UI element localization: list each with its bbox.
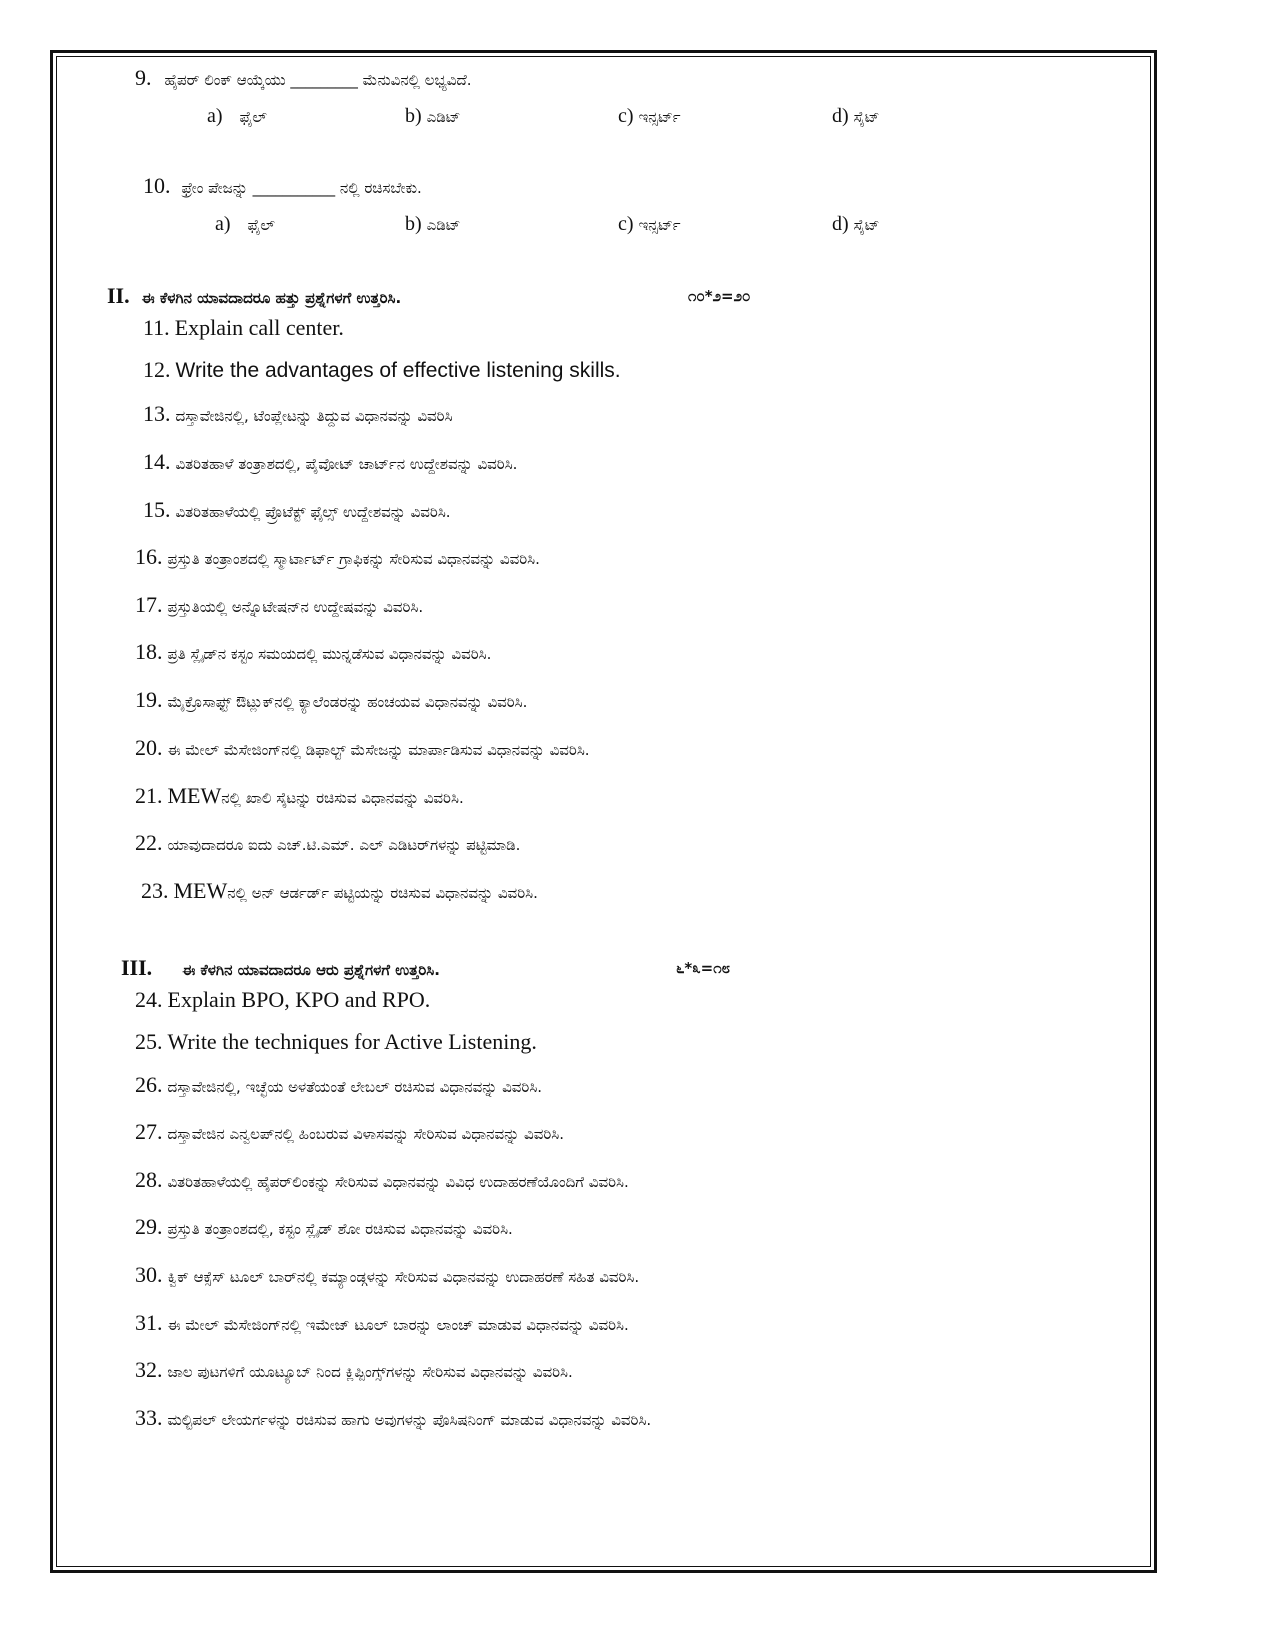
question-number: 9. xyxy=(135,65,152,90)
question-number: 14. xyxy=(143,449,171,474)
q9-option-d xyxy=(832,104,879,129)
question-text: ಜಾಲ ಪುಟಗಳಿಗೆ ಯೂಟ್ಯೂಬ್ ನಿಂದ ಕ್ಲಿಪ್ಪಿಂಗ್ಸ್‌ಗಳನ್ನು ಸೇರಿಸುವ ವಿಧಾನವನ್ನು ವಿವರಿಸಿ. xyxy=(167,1363,573,1381)
question-number: 25. xyxy=(135,1029,163,1054)
question-number: 11. xyxy=(143,315,170,340)
question-text: ದಸ್ತಾವೇಜಿನಲ್ಲಿ, ಇಚ್ಛೆಯ ಅಳತೆಯಂತೆ ಲೇಬಲ್ ರಚಿಸುವ ವಿಧಾನವನ್ನು ವಿವರಿಸಿ. xyxy=(167,1078,543,1096)
question-12 xyxy=(143,358,621,383)
question-text: ಪ್ರತಿ ಸ್ಲೈಡ್‌ನ ಕಸ್ಟಂ ಸಮಯದಲ್ಲಿ ಮುನ್ನಡೆಸುವ ವಿಧಾನವನ್ನು ವಿವರಿಸಿ. xyxy=(167,645,492,663)
question-text: ನಲ್ಲಿ ಅನ್ ಆರ್ಡರ್ಡ್ ಪಟ್ಟಿಯನ್ನು ರಚಿಸುವ ವಿಧಾನವನ್ನು ವಿವರಿಸಿ. xyxy=(227,884,538,902)
question-text: ಈ ಕೆಳಗಿನ ಯಾವದಾದರೂ ಹತ್ತು ಪ್ರಶ್ನೆಗಳಗೆ ಉತ್ತರಿಸಿ. xyxy=(141,289,402,307)
question-13 xyxy=(143,402,453,428)
question-text: Write the techniques for Active Listening. xyxy=(167,1029,537,1054)
question-number: 17. xyxy=(135,592,163,617)
question-text: Explain BPO, KPO and RPO. xyxy=(167,987,431,1012)
question-number: 10. xyxy=(143,173,171,198)
question-number: 19. xyxy=(135,687,163,712)
question-number: 27. xyxy=(135,1119,163,1144)
question-text: ದಸ್ತಾವೇಜಿನ ಎನ್ವಲಪ್‌ನಲ್ಲಿ ಹಿಂಬರುವ ವಿಳಾಸವನ್ನು ಸೇರಿಸುವ ವಿಧಾನವನ್ನು ವಿವರಿಸಿ. xyxy=(167,1125,565,1143)
question-text: ಪ್ರಸ್ತುತಿಯಲ್ಲಿ ಅನ್ನೊಟೇಷನ್‌ನ ಉದ್ದೇಷವನ್ನು ವಿವರಿಸಿ. xyxy=(167,598,424,616)
question-text: ನಲ್ಲಿ ಖಾಲಿ ಸೈಟನ್ನು ರಚಿಸುವ ವಿಧಾನವನ್ನು ವಿವರಿಸಿ. xyxy=(221,789,464,807)
question-text: ಯಾವುದಾದರೂ ಐದು ಎಚ್.ಟಿ.ಎಮ್. ಎಲ್ ಎಡಿಟರ್‌ಗಳನ್ನು ಪಟ್ಟಿಮಾಡಿ. xyxy=(167,836,521,854)
q9-option-a xyxy=(207,104,267,129)
question-number: 24. xyxy=(135,987,163,1012)
question-24 xyxy=(135,988,430,1013)
question-text: ವಿತರಿತಹಾಳೆಯಲ್ಲಿ ಹೈಪರ್‌ಲಿಂಕನ್ನು ಸೇರಿಸುವ ವಿಧಾನವನ್ನು ವಿವಿಧ ಉದಾಹರಣೆಯೊಂದಿಗೆ ವಿವರಿಸಿ. xyxy=(167,1173,629,1191)
question-text: ದಸ್ತಾವೇಜಿನಲ್ಲಿ, ಟೆಂಪ್ಲೇಟನ್ನು ತಿದ್ದುವ ವಿಧಾನವನ್ನು ವಿವರಿಸಿ xyxy=(175,407,453,425)
question-28 xyxy=(135,1168,629,1194)
question-text: Write the advantages of effective listening skills. xyxy=(175,359,621,382)
section-3-heading xyxy=(121,955,440,984)
question-text: b) xyxy=(405,213,422,235)
question-number: 15. xyxy=(143,497,171,522)
question-26 xyxy=(135,1073,542,1099)
question-text: ಕ್ವಿಕ್ ಆಕ್ಸೆಸ್ ಟೂಲ್ ಬಾರ್‌ನಲ್ಲಿ ಕಮ್ಯಾಂಡ್ಗಳನ್ನು ಸೇರಿಸುವ ವಿಧಾನವನ್ನು ಉದಾಹರಣೆ ಸಹಿತ ವಿವರಿಸಿ. xyxy=(167,1268,640,1286)
question-text: c) xyxy=(618,105,634,127)
question-text: d) xyxy=(832,105,849,127)
question-number: 30. xyxy=(135,1262,163,1287)
question-text: ಪ್ರಸ್ತುತಿ ತಂತ್ರಾಂಶದಲ್ಲಿ ಸ್ಮಾರ್ಟಾರ್ಟ್ ಗ್ರಾಫಿಕನ್ನು ಸೇರಿಸುವ ವಿಧಾನವನ್ನು ವಿವರಿಸಿ. xyxy=(167,550,540,568)
question-text: ವಿತರಿತಹಾಳೆಯಲ್ಲಿ ಪ್ರೊಟೆಕ್ಟ್ ಫೈಲ್ಸ್‌ ಉದ್ದೇಶವನ್ನು ವಿವರಿಸಿ. xyxy=(175,503,451,521)
question-text: ಇನ್ಸರ್ಟ್ xyxy=(638,108,681,126)
question-14 xyxy=(143,450,517,476)
question-text: ಸೈಟ್ xyxy=(853,108,880,126)
question-number: 23. xyxy=(141,878,169,903)
question-10 xyxy=(143,174,422,200)
question-15 xyxy=(143,498,451,524)
question-27 xyxy=(135,1120,564,1146)
question-text: ಫ್ರೇಂ ಪೇಜನ್ನು ___________ ನಲ್ಲಿ ರಚಿಸಬೇಕು. xyxy=(181,179,422,197)
question-text-en: MEW xyxy=(167,783,222,808)
question-31 xyxy=(135,1311,629,1337)
question-text: a) xyxy=(215,213,231,235)
question-number: 28. xyxy=(135,1167,163,1192)
question-number: 29. xyxy=(135,1214,163,1239)
question-text: ಪ್ರಸ್ತುತಿ ತಂತ್ರಾಂಶದಲ್ಲಿ, ಕಸ್ಟಂ ಸ್ಲೈಡ್ ಶೋ ರಚಿಸುವ ವಿಧಾನವನ್ನು ವಿವರಿಸಿ. xyxy=(167,1220,513,1238)
question-text: ಎಡಿಟ್ xyxy=(426,108,461,126)
question-text: Explain call center. xyxy=(174,315,344,340)
q10-option-a xyxy=(215,212,275,237)
question-number: 26. xyxy=(135,1072,163,1097)
question-20 xyxy=(135,736,590,762)
question-text-en: MEW xyxy=(173,878,228,903)
question-text: ಎಡಿಟ್ xyxy=(426,216,461,234)
question-number: 16. xyxy=(135,544,163,569)
question-text: ಈ ಮೇಲ್ ಮೆಸೇಜಿಂಗ್‌ನಲ್ಲಿ ಇಮೇಜ್ ಟೂಲ್ ಬಾರನ್ನು ಲಾಂಚ್ ಮಾಡುವ ವಿಧಾನವನ್ನು ವಿವರಿಸಿ. xyxy=(167,1316,629,1334)
section-2-heading xyxy=(107,283,401,312)
q10-option-d xyxy=(832,212,879,237)
question-number: 18. xyxy=(135,639,163,664)
question-22 xyxy=(135,831,520,857)
question-text: ಮಲ್ಟಿಪಲ್ ಲೇಯರ್ಗಳನ್ನು ರಚಿಸುವ ಹಾಗು ಅವುಗಳನ್ನು ಪೊಸಿಷನಿಂಗ್ ಮಾಡುವ ವಿಧಾನವನ್ನು ವಿವರಿಸಿ. xyxy=(167,1411,652,1429)
question-30 xyxy=(135,1263,639,1289)
q9-option-c xyxy=(618,104,681,129)
question-text: d) xyxy=(832,213,849,235)
question-text: ಮೈಕ್ರೊಸಾಫ್ಟ್ ಔಟ್ಲುಕ್‌ನಲ್ಲಿ ಕ್ಯಾಲೆಂಡರನ್ನು ಹಂಚಯವ ವಿಧಾನವನ್ನು ವಿವರಿಸಿ. xyxy=(167,693,528,711)
question-number: 33. xyxy=(135,1405,163,1430)
question-18 xyxy=(135,640,491,666)
question-25 xyxy=(135,1030,537,1055)
question-text: ವಿತರಿತಹಾಳೆ ತಂತ್ರಾಶದಲ್ಲಿ, ಪೈವೋಟ್ ಚಾರ್ಟ್‌ನ ಉದ್ದೇಶವನ್ನು ವಿವರಿಸಿ. xyxy=(175,455,518,473)
section-2-marks: ೧೦*೨=೨೦ xyxy=(688,287,751,305)
q9-option-b xyxy=(405,104,460,129)
question-text: ಸೈಟ್ xyxy=(853,216,880,234)
question-text: b) xyxy=(405,105,422,127)
q10-option-c xyxy=(618,212,681,237)
question-text: ಫೈಲ್ xyxy=(239,108,267,126)
section-3-marks: ೬*೩=೧೮ xyxy=(676,959,731,977)
question-text: ಇನ್ಸರ್ಟ್ xyxy=(638,216,681,234)
question-32 xyxy=(135,1358,573,1384)
q10-option-b xyxy=(405,212,460,237)
question-21 xyxy=(135,784,464,810)
question-number: 32. xyxy=(135,1357,163,1382)
question-number: 31. xyxy=(135,1310,163,1335)
question-16 xyxy=(135,545,540,571)
question-23 xyxy=(141,879,538,905)
question-29 xyxy=(135,1215,513,1241)
question-text: ಈ ಕೆಳಗಿನ ಯಾವದಾದರೂ ಆರು ಪ್ರಶ್ನೆಗಳಗೆ ಉತ್ತರಿಸಿ. xyxy=(182,961,440,979)
question-text: a) xyxy=(207,105,223,127)
question-11 xyxy=(143,316,344,341)
question-number: 13. xyxy=(143,401,171,426)
question-17 xyxy=(135,593,423,619)
question-text: c) xyxy=(618,213,634,235)
question-number: 12. xyxy=(143,357,171,382)
question-text: ಹೈಪರ್ ಲಿಂಕ್ ಆಯ್ಕೆಯು _________ ಮೆನುವಿನಲ್ಲಿ ಲಭ್ಯವಿದೆ. xyxy=(164,71,472,89)
question-33 xyxy=(135,1406,651,1432)
question-19 xyxy=(135,688,527,714)
question-number: 22. xyxy=(135,830,163,855)
question-9 xyxy=(135,66,472,92)
question-text: ಫೈಲ್ xyxy=(247,216,275,234)
question-text: ಈ ಮೇಲ್ ಮೆಸೇಜಿಂಗ್‌ನಲ್ಲಿ ಡಿಫಾಲ್ಟ್ ಮೆಸೇಜನ್ನು ಮಾರ್ಪಾಡಿಸುವ ವಿಧಾನವನ್ನು ವಿವರಿಸಿ. xyxy=(167,741,590,759)
question-number: 20. xyxy=(135,735,163,760)
question-text: II. xyxy=(107,283,130,308)
question-number: 21. xyxy=(135,783,163,808)
question-text: III. xyxy=(121,955,153,980)
